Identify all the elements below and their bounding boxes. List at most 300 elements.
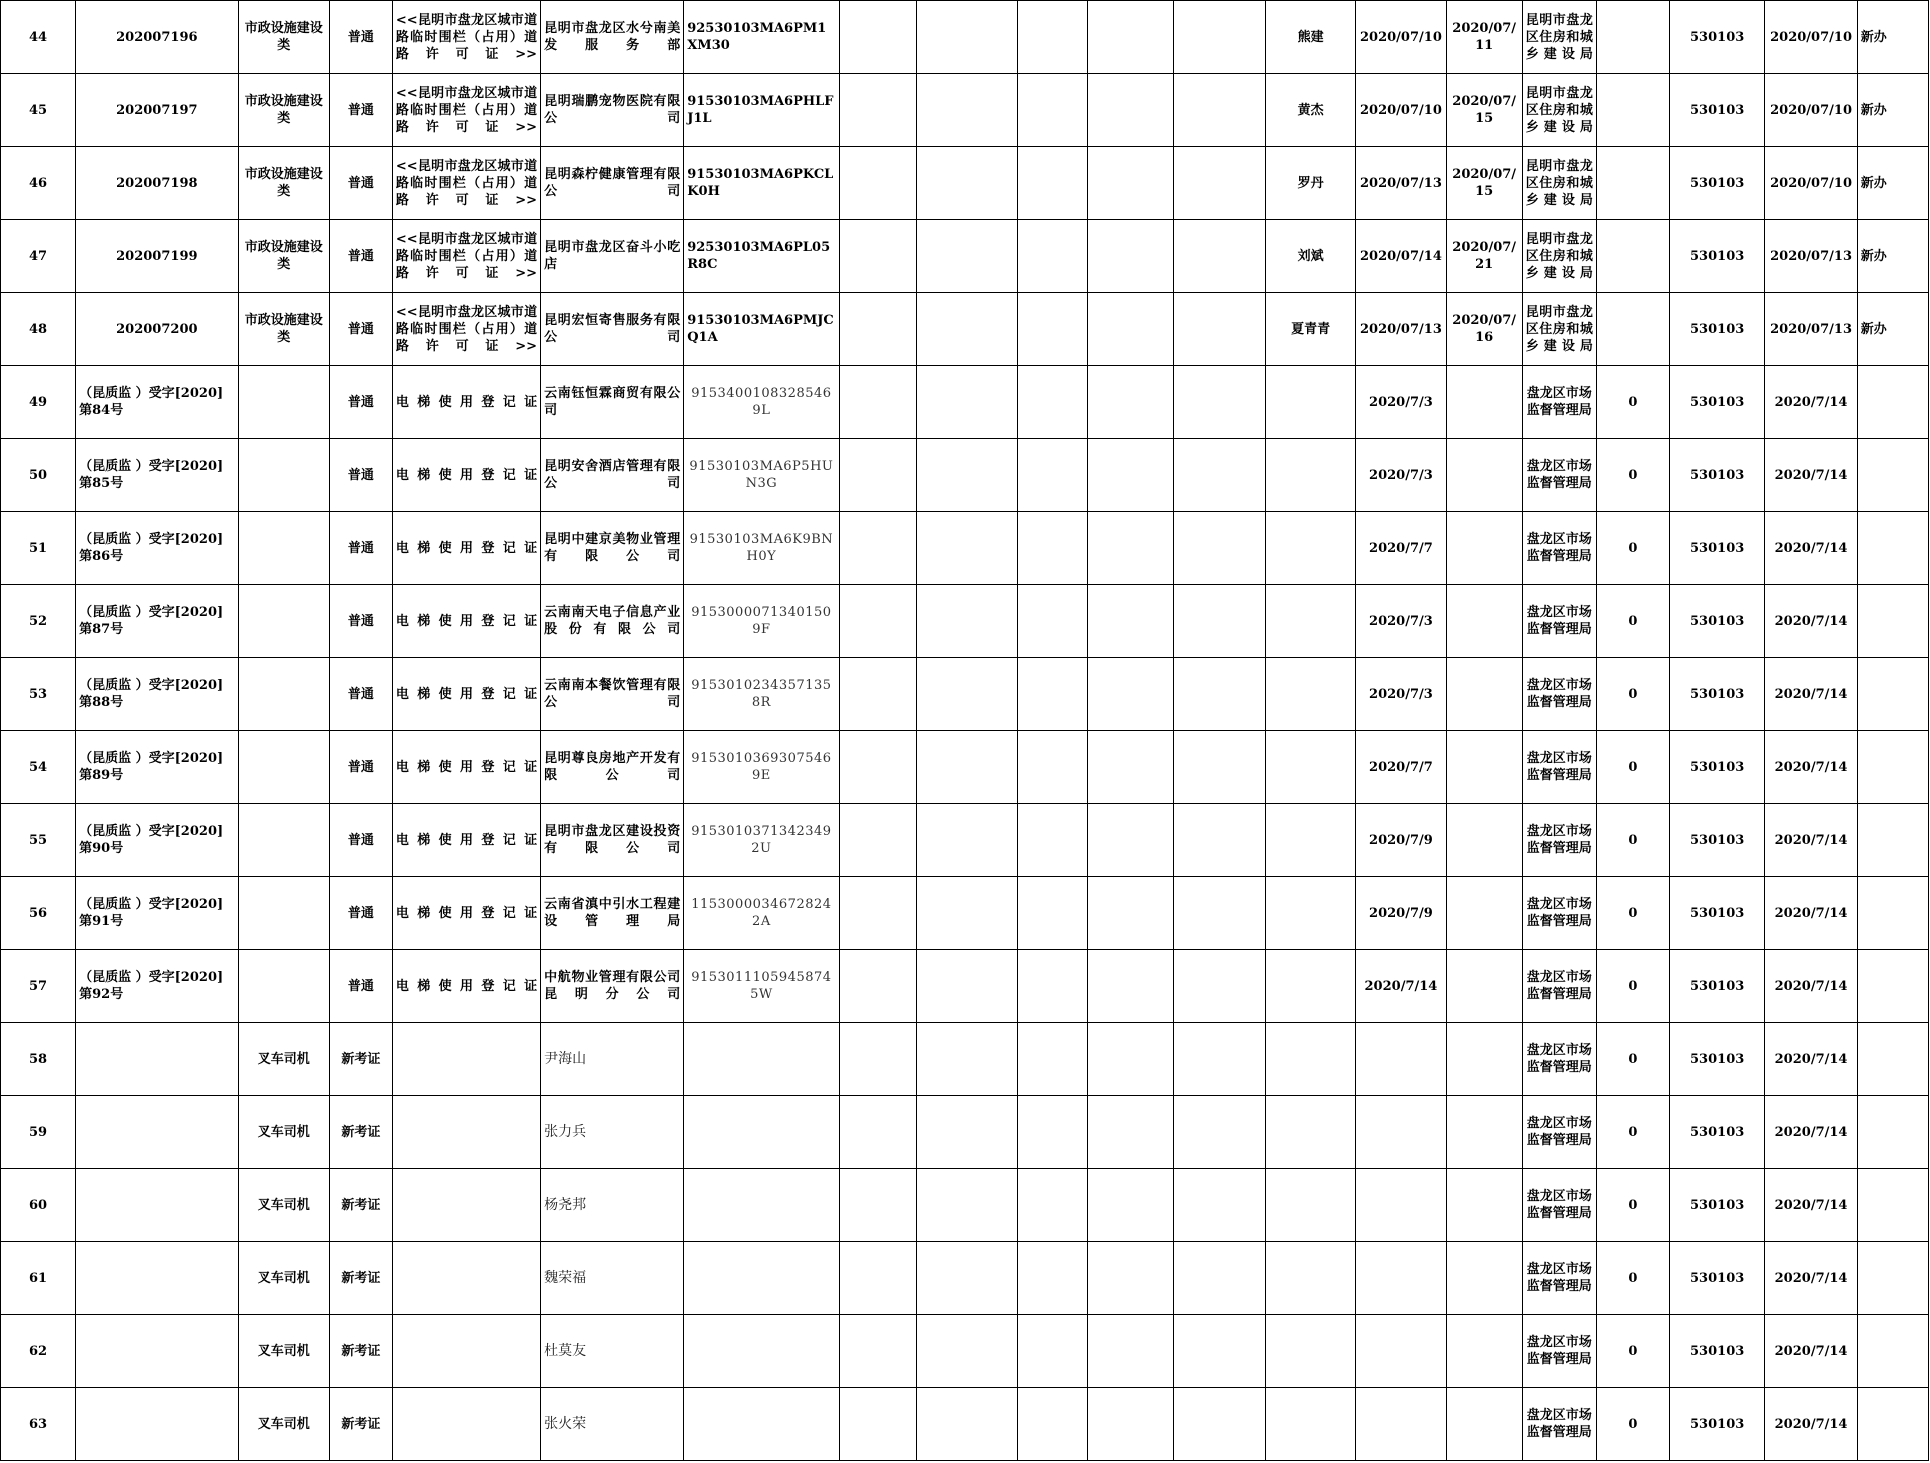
table-row (1, 439, 1929, 512)
cell-valid-until (1446, 1096, 1522, 1169)
cell-status: 0 (1596, 1096, 1669, 1169)
cell-legal-person (1265, 877, 1355, 950)
cell-category: 叉车司机 (238, 1023, 329, 1096)
table-row (1, 1315, 1929, 1388)
cell-update-date: 2020/07/13 (1765, 220, 1857, 293)
cell-legal-person: 熊建 (1265, 1, 1355, 74)
cell-empty-1 (839, 74, 916, 147)
cell-note: 新办 (1857, 1, 1928, 74)
cell-valid-until (1446, 585, 1522, 658)
cell-empty-1 (839, 1096, 916, 1169)
cell-decision-date: 2020/7/9 (1356, 877, 1446, 950)
cell-status: 0 (1596, 1023, 1669, 1096)
table-row (1, 731, 1929, 804)
cell-empty-5 (1173, 512, 1265, 585)
cell-decision-date: 2020/07/10 (1356, 74, 1446, 147)
cell-empty-2 (916, 366, 1018, 439)
cell-empty-3 (1018, 1096, 1088, 1169)
cell-credit-code: 91534001083285469L (684, 366, 839, 439)
cell-region-code: 530103 (1669, 1242, 1764, 1315)
cell-holder: 杜莫友 (541, 1315, 684, 1388)
cell-valid-until (1446, 1315, 1522, 1388)
cell-decision-date (1356, 1169, 1446, 1242)
cell-empty-4 (1088, 220, 1173, 293)
cell-empty-5 (1173, 74, 1265, 147)
cell-empty-3 (1018, 804, 1088, 877)
cell-empty-5 (1173, 804, 1265, 877)
cell-valid-until: 2020/07/21 (1446, 220, 1522, 293)
cell-update-date: 2020/7/14 (1765, 1242, 1857, 1315)
cell-authority: 盘龙区市场监督管理局 (1522, 804, 1596, 877)
cell-category (238, 731, 329, 804)
cell-no: 56 (1, 877, 76, 950)
cell-decision-date: 2020/07/13 (1356, 147, 1446, 220)
cell-note: 新办 (1857, 74, 1928, 147)
cell-credit-code (684, 1315, 839, 1388)
cell-legal-person: 罗丹 (1265, 147, 1355, 220)
cell-holder: 云南南天电子信息产业股份有限公司 (541, 585, 684, 658)
cell-code: （昆质监 ）受字[2020]第88号 (76, 658, 238, 731)
cell-status (1596, 220, 1669, 293)
cell-empty-2 (916, 1388, 1018, 1461)
cell-empty-2 (916, 731, 1018, 804)
cell-permit: 电梯使用登记证 (392, 950, 540, 1023)
cell-authority: 昆明市盘龙区住房和城乡建设局 (1522, 220, 1596, 293)
cell-note (1857, 1096, 1928, 1169)
cell-update-date: 2020/07/10 (1765, 74, 1857, 147)
cell-status: 0 (1596, 658, 1669, 731)
cell-category: 叉车司机 (238, 1315, 329, 1388)
cell-empty-1 (839, 1169, 916, 1242)
cell-empty-3 (1018, 585, 1088, 658)
cell-type: 普通 (329, 731, 392, 804)
cell-permit (392, 1096, 540, 1169)
cell-type: 普通 (329, 74, 392, 147)
cell-update-date: 2020/07/10 (1765, 1, 1857, 74)
cell-empty-3 (1018, 877, 1088, 950)
cell-note (1857, 1315, 1928, 1388)
cell-credit-code: 91530103MA6PHLFJ1L (684, 74, 839, 147)
cell-empty-1 (839, 220, 916, 293)
cell-type: 普通 (329, 658, 392, 731)
cell-empty-5 (1173, 950, 1265, 1023)
cell-empty-4 (1088, 1388, 1173, 1461)
cell-empty-3 (1018, 1, 1088, 74)
cell-empty-3 (1018, 1169, 1088, 1242)
cell-empty-2 (916, 1096, 1018, 1169)
cell-permit: <<昆明市盘龙区城市道路临时围栏（占用）道路许可证>> (392, 220, 540, 293)
cell-type: 新考证 (329, 1096, 392, 1169)
cell-empty-2 (916, 1315, 1018, 1388)
cell-region-code: 530103 (1669, 731, 1764, 804)
cell-empty-1 (839, 877, 916, 950)
cell-credit-code: 92530103MA6PM1XM30 (684, 1, 839, 74)
cell-permit: 电梯使用登记证 (392, 439, 540, 512)
cell-empty-4 (1088, 950, 1173, 1023)
cell-no: 54 (1, 731, 76, 804)
cell-decision-date: 2020/7/3 (1356, 658, 1446, 731)
cell-empty-4 (1088, 147, 1173, 220)
cell-holder: 昆明中建京美物业管理有限公司 (541, 512, 684, 585)
cell-no: 57 (1, 950, 76, 1023)
cell-update-date: 2020/7/14 (1765, 877, 1857, 950)
cell-empty-4 (1088, 877, 1173, 950)
cell-region-code: 530103 (1669, 512, 1764, 585)
cell-empty-1 (839, 731, 916, 804)
table-row (1, 1388, 1929, 1461)
cell-authority: 昆明市盘龙区住房和城乡建设局 (1522, 74, 1596, 147)
cell-status: 0 (1596, 585, 1669, 658)
cell-authority: 盘龙区市场监督管理局 (1522, 731, 1596, 804)
cell-status: 0 (1596, 366, 1669, 439)
cell-empty-5 (1173, 147, 1265, 220)
cell-empty-1 (839, 512, 916, 585)
cell-holder: 中航物业管理有限公司昆明分公司 (541, 950, 684, 1023)
cell-credit-code: 91530103MA6PMJCQ1A (684, 293, 839, 366)
cell-no: 53 (1, 658, 76, 731)
cell-decision-date (1356, 1242, 1446, 1315)
cell-legal-person (1265, 1315, 1355, 1388)
cell-category: 市政设施建设类 (238, 74, 329, 147)
cell-empty-4 (1088, 804, 1173, 877)
cell-no: 60 (1, 1169, 76, 1242)
cell-code: （昆质监 ）受字[2020]第91号 (76, 877, 238, 950)
cell-category: 市政设施建设类 (238, 220, 329, 293)
cell-legal-person (1265, 731, 1355, 804)
cell-holder: 魏荣福 (541, 1242, 684, 1315)
cell-empty-1 (839, 1023, 916, 1096)
table-row (1, 804, 1929, 877)
cell-empty-5 (1173, 731, 1265, 804)
cell-authority: 盘龙区市场监督管理局 (1522, 1388, 1596, 1461)
cell-type: 普通 (329, 804, 392, 877)
cell-valid-until: 2020/07/15 (1446, 147, 1522, 220)
cell-empty-5 (1173, 1242, 1265, 1315)
cell-code: （昆质监 ）受字[2020]第89号 (76, 731, 238, 804)
table-row (1, 512, 1929, 585)
cell-empty-1 (839, 1, 916, 74)
cell-empty-5 (1173, 1096, 1265, 1169)
cell-valid-until: 2020/07/15 (1446, 74, 1522, 147)
cell-empty-5 (1173, 293, 1265, 366)
cell-empty-1 (839, 1388, 916, 1461)
table-row (1, 1242, 1929, 1315)
cell-empty-4 (1088, 1315, 1173, 1388)
cell-credit-code: 11530000346728242A (684, 877, 839, 950)
cell-valid-until (1446, 1242, 1522, 1315)
cell-legal-person (1265, 585, 1355, 658)
cell-empty-5 (1173, 585, 1265, 658)
cell-status: 0 (1596, 877, 1669, 950)
cell-note: 新办 (1857, 293, 1928, 366)
cell-empty-1 (839, 585, 916, 658)
cell-code: 202007199 (76, 220, 238, 293)
cell-no: 59 (1, 1096, 76, 1169)
cell-holder: 昆明市盘龙区水兮南美发服务部 (541, 1, 684, 74)
cell-holder: 尹海山 (541, 1023, 684, 1096)
cell-empty-3 (1018, 512, 1088, 585)
cell-update-date: 2020/7/14 (1765, 731, 1857, 804)
cell-authority: 昆明市盘龙区住房和城乡建设局 (1522, 1, 1596, 74)
cell-no: 61 (1, 1242, 76, 1315)
cell-region-code: 530103 (1669, 950, 1764, 1023)
cell-code (76, 1169, 238, 1242)
cell-region-code: 530103 (1669, 1388, 1764, 1461)
cell-decision-date: 2020/7/7 (1356, 731, 1446, 804)
table-row (1, 877, 1929, 950)
cell-code: （昆质监 ）受字[2020]第90号 (76, 804, 238, 877)
cell-empty-5 (1173, 1, 1265, 74)
cell-authority: 盘龙区市场监督管理局 (1522, 877, 1596, 950)
cell-legal-person (1265, 1169, 1355, 1242)
cell-type: 新考证 (329, 1242, 392, 1315)
cell-decision-date: 2020/07/13 (1356, 293, 1446, 366)
cell-type: 普通 (329, 220, 392, 293)
table-row (1, 293, 1929, 366)
cell-permit: 电梯使用登记证 (392, 731, 540, 804)
cell-category: 叉车司机 (238, 1169, 329, 1242)
cell-holder: 张力兵 (541, 1096, 684, 1169)
cell-empty-2 (916, 293, 1018, 366)
cell-permit: 电梯使用登记证 (392, 585, 540, 658)
cell-decision-date: 2020/7/9 (1356, 804, 1446, 877)
cell-code (76, 1096, 238, 1169)
cell-credit-code: 91530102343571358R (684, 658, 839, 731)
cell-credit-code (684, 1388, 839, 1461)
cell-decision-date (1356, 1315, 1446, 1388)
cell-category (238, 950, 329, 1023)
cell-region-code: 530103 (1669, 877, 1764, 950)
cell-note (1857, 877, 1928, 950)
cell-valid-until (1446, 1388, 1522, 1461)
cell-category (238, 512, 329, 585)
cell-update-date: 2020/7/14 (1765, 1388, 1857, 1461)
cell-credit-code: 91530103MA6PKCLK0H (684, 147, 839, 220)
cell-empty-3 (1018, 950, 1088, 1023)
cell-status: 0 (1596, 512, 1669, 585)
cell-holder: 昆明宏恒寄售服务有限公司 (541, 293, 684, 366)
cell-empty-1 (839, 439, 916, 512)
cell-status (1596, 74, 1669, 147)
cell-type: 普通 (329, 585, 392, 658)
cell-no: 45 (1, 74, 76, 147)
cell-code: （昆质监 ）受字[2020]第87号 (76, 585, 238, 658)
cell-empty-5 (1173, 1169, 1265, 1242)
cell-code: （昆质监 ）受字[2020]第84号 (76, 366, 238, 439)
cell-empty-1 (839, 147, 916, 220)
cell-empty-2 (916, 512, 1018, 585)
cell-empty-2 (916, 950, 1018, 1023)
cell-note (1857, 366, 1928, 439)
cell-holder: 云南省滇中引水工程建设管理局 (541, 877, 684, 950)
cell-status: 0 (1596, 1388, 1669, 1461)
cell-credit-code (684, 1096, 839, 1169)
cell-decision-date: 2020/7/3 (1356, 585, 1446, 658)
cell-region-code: 530103 (1669, 74, 1764, 147)
cell-holder: 昆明尊良房地产开发有限公司 (541, 731, 684, 804)
cell-legal-person (1265, 658, 1355, 731)
cell-status: 0 (1596, 1169, 1669, 1242)
cell-empty-5 (1173, 1388, 1265, 1461)
table-body (1, 1, 1929, 1461)
cell-region-code: 530103 (1669, 1169, 1764, 1242)
cell-holder: 云南南本餐饮管理有限公司 (541, 658, 684, 731)
cell-decision-date: 2020/7/14 (1356, 950, 1446, 1023)
cell-region-code: 530103 (1669, 293, 1764, 366)
cell-update-date: 2020/7/14 (1765, 1096, 1857, 1169)
cell-valid-until (1446, 366, 1522, 439)
cell-credit-code: 91530103713423492U (684, 804, 839, 877)
cell-no: 58 (1, 1023, 76, 1096)
cell-credit-code (684, 1242, 839, 1315)
cell-decision-date: 2020/7/3 (1356, 439, 1446, 512)
cell-holder: 云南钰恒霖商贸有限公司 (541, 366, 684, 439)
cell-valid-until (1446, 1023, 1522, 1096)
cell-legal-person (1265, 1096, 1355, 1169)
cell-authority: 盘龙区市场监督管理局 (1522, 1096, 1596, 1169)
table-row (1, 658, 1929, 731)
cell-code: （昆质监 ）受字[2020]第92号 (76, 950, 238, 1023)
cell-legal-person (1265, 439, 1355, 512)
cell-credit-code: 91530103MA6P5HUN3G (684, 439, 839, 512)
cell-authority: 昆明市盘龙区住房和城乡建设局 (1522, 147, 1596, 220)
cell-holder: 昆明市盘龙区建设投资有限公司 (541, 804, 684, 877)
cell-note: 新办 (1857, 220, 1928, 293)
cell-empty-4 (1088, 585, 1173, 658)
cell-valid-until (1446, 439, 1522, 512)
cell-category (238, 877, 329, 950)
cell-authority: 昆明市盘龙区住房和城乡建设局 (1522, 293, 1596, 366)
cell-empty-1 (839, 366, 916, 439)
cell-no: 63 (1, 1388, 76, 1461)
cell-region-code: 530103 (1669, 585, 1764, 658)
cell-category (238, 658, 329, 731)
cell-empty-5 (1173, 1023, 1265, 1096)
cell-update-date: 2020/7/14 (1765, 1315, 1857, 1388)
cell-type: 新考证 (329, 1023, 392, 1096)
cell-code: （昆质监 ）受字[2020]第86号 (76, 512, 238, 585)
cell-permit: 电梯使用登记证 (392, 658, 540, 731)
cell-no: 49 (1, 366, 76, 439)
cell-update-date: 2020/7/14 (1765, 366, 1857, 439)
cell-empty-2 (916, 585, 1018, 658)
cell-authority: 盘龙区市场监督管理局 (1522, 366, 1596, 439)
table-row (1, 366, 1929, 439)
cell-valid-until (1446, 1169, 1522, 1242)
cell-decision-date (1356, 1096, 1446, 1169)
cell-type: 普通 (329, 366, 392, 439)
cell-valid-until: 2020/07/11 (1446, 1, 1522, 74)
cell-update-date: 2020/7/14 (1765, 439, 1857, 512)
cell-holder: 昆明瑞鹏宠物医院有限公司 (541, 74, 684, 147)
cell-empty-3 (1018, 658, 1088, 731)
cell-empty-4 (1088, 439, 1173, 512)
cell-note (1857, 1169, 1928, 1242)
cell-credit-code: 91530103MA6K9BNH0Y (684, 512, 839, 585)
cell-region-code: 530103 (1669, 1, 1764, 74)
cell-code: 202007197 (76, 74, 238, 147)
cell-legal-person (1265, 366, 1355, 439)
cell-update-date: 2020/7/14 (1765, 1023, 1857, 1096)
cell-decision-date: 2020/7/7 (1356, 512, 1446, 585)
cell-note: 新办 (1857, 147, 1928, 220)
cell-no: 44 (1, 1, 76, 74)
cell-type: 普通 (329, 877, 392, 950)
cell-empty-3 (1018, 74, 1088, 147)
cell-code (76, 1388, 238, 1461)
cell-permit (392, 1023, 540, 1096)
cell-empty-1 (839, 950, 916, 1023)
cell-update-date: 2020/7/14 (1765, 658, 1857, 731)
cell-code: 202007198 (76, 147, 238, 220)
cell-region-code: 530103 (1669, 1315, 1764, 1388)
cell-permit (392, 1169, 540, 1242)
cell-no: 46 (1, 147, 76, 220)
cell-legal-person (1265, 804, 1355, 877)
cell-legal-person (1265, 1242, 1355, 1315)
table-row (1, 1023, 1929, 1096)
cell-status: 0 (1596, 439, 1669, 512)
table-row (1, 1, 1929, 74)
cell-empty-4 (1088, 1096, 1173, 1169)
cell-empty-4 (1088, 1169, 1173, 1242)
table-row (1, 950, 1929, 1023)
cell-credit-code: 91530111059458745W (684, 950, 839, 1023)
cell-empty-2 (916, 1, 1018, 74)
cell-valid-until (1446, 658, 1522, 731)
cell-empty-1 (839, 1242, 916, 1315)
cell-holder: 杨尧邦 (541, 1169, 684, 1242)
cell-credit-code: 91530000713401509F (684, 585, 839, 658)
cell-empty-2 (916, 1242, 1018, 1315)
cell-category (238, 439, 329, 512)
cell-no: 51 (1, 512, 76, 585)
cell-category: 市政设施建设类 (238, 1, 329, 74)
cell-empty-5 (1173, 220, 1265, 293)
cell-empty-1 (839, 804, 916, 877)
cell-legal-person (1265, 1023, 1355, 1096)
cell-category: 市政设施建设类 (238, 293, 329, 366)
cell-category (238, 585, 329, 658)
cell-region-code: 530103 (1669, 1023, 1764, 1096)
table-row (1, 147, 1929, 220)
cell-update-date: 2020/7/14 (1765, 1169, 1857, 1242)
cell-decision-date (1356, 1023, 1446, 1096)
cell-empty-2 (916, 439, 1018, 512)
cell-type: 新考证 (329, 1315, 392, 1388)
cell-code: 202007200 (76, 293, 238, 366)
cell-empty-5 (1173, 658, 1265, 731)
cell-code (76, 1242, 238, 1315)
cell-legal-person: 刘斌 (1265, 220, 1355, 293)
cell-decision-date: 2020/07/10 (1356, 1, 1446, 74)
cell-type: 普通 (329, 439, 392, 512)
cell-status: 0 (1596, 804, 1669, 877)
cell-holder: 张火荣 (541, 1388, 684, 1461)
cell-region-code: 530103 (1669, 1096, 1764, 1169)
cell-note (1857, 1023, 1928, 1096)
cell-code: （昆质监 ）受字[2020]第85号 (76, 439, 238, 512)
cell-code (76, 1023, 238, 1096)
cell-permit: 电梯使用登记证 (392, 804, 540, 877)
table-row (1, 220, 1929, 293)
cell-legal-person (1265, 1388, 1355, 1461)
cell-authority: 盘龙区市场监督管理局 (1522, 950, 1596, 1023)
cell-empty-1 (839, 658, 916, 731)
cell-valid-until (1446, 731, 1522, 804)
cell-permit: 电梯使用登记证 (392, 512, 540, 585)
table-row (1, 1169, 1929, 1242)
